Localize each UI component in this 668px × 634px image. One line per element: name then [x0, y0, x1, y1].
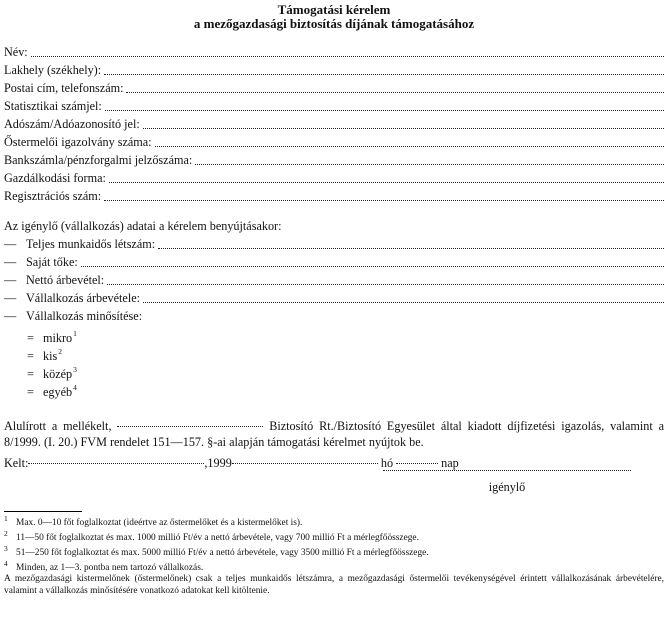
field-ostermeloi-igazolvany[interactable] — [4, 135, 664, 150]
insurer-name-line[interactable] — [117, 425, 263, 427]
option-kis[interactable] — [27, 344, 62, 364]
option-label: egyéb — [43, 385, 73, 399]
equals-marker: = — [27, 331, 34, 345]
fill-in-line[interactable] — [195, 163, 664, 165]
footnote-text: Max. 0—10 főt foglalkoztat (ideértve az őstermelőket és a kistermelőket is). — [16, 518, 303, 528]
signature-label: igénylő — [488, 480, 526, 494]
footnote-ref: 4 — [73, 383, 77, 392]
form-title: Támogatási kérelem — [277, 2, 391, 17]
declaration-text-start: Alulírott a mellékelt, — [4, 419, 112, 433]
footnote-3 — [4, 543, 664, 559]
footnote-divider — [4, 511, 82, 512]
option-kozep[interactable] — [27, 362, 77, 382]
dash-marker: — — [4, 237, 17, 251]
fill-in-line[interactable] — [109, 181, 664, 183]
classification-heading — [4, 309, 664, 324]
fill-in-line[interactable] — [31, 55, 664, 57]
footnote-number: 3 — [4, 544, 8, 553]
field-label: Lakhely (székhely): — [4, 63, 102, 77]
field-label: Saját tőke: — [26, 255, 78, 269]
field-label: Őstermelői igazolvány száma: — [4, 135, 152, 149]
option-mikro[interactable] — [27, 326, 77, 346]
field-letszam[interactable] — [4, 237, 664, 252]
fill-in-line[interactable] — [107, 283, 664, 285]
fill-in-line[interactable] — [155, 145, 664, 147]
fill-in-line[interactable] — [105, 109, 664, 111]
field-label: Adószám/Adóazonosító jel: — [4, 117, 140, 131]
footnote-ref: 2 — [58, 347, 62, 356]
fill-in-line[interactable] — [104, 199, 664, 201]
footnote-2 — [4, 528, 664, 544]
footnote-1 — [4, 513, 664, 529]
field-bankszamla[interactable] — [4, 153, 664, 168]
field-label: Vállalkozás árbevétele: — [26, 291, 141, 305]
equals-marker: = — [27, 385, 34, 399]
footnote-text: 11—50 főt foglalkoztat és max. 1000 millió Ft/év a nettó árbevétele, vagy 700 millió Ft a mérlegfőösszege. — [16, 533, 419, 543]
field-regisztracios-szam[interactable] — [4, 189, 664, 204]
fill-in-line[interactable] — [158, 247, 664, 249]
field-label: Vállalkozás minősítése: — [26, 309, 143, 323]
footnote-number: 2 — [4, 529, 8, 538]
equals-marker: = — [27, 349, 34, 363]
field-label: Postai cím, telefonszám: — [4, 81, 124, 95]
declaration-text-end: Biztosító Rt./Biztosító Egyesület által kiadott díjfizetési igazolás, valamint a 8/1999. (I. 20.) FVM rendelet 151—157. §-ai alapján támogatási kérelmet nyújtok be. — [4, 419, 665, 449]
form-subtitle: a mezőgazdasági biztosítás díjának támogatásához — [193, 16, 475, 31]
field-label: Regisztrációs szám: — [4, 189, 102, 203]
month-line[interactable] — [232, 462, 378, 464]
fill-in-line[interactable] — [143, 127, 664, 129]
field-vallalkozas-arbevetele[interactable] — [4, 291, 664, 306]
field-adoszam[interactable] — [4, 117, 664, 132]
footnote-4 — [4, 558, 664, 574]
footnote-text: Minden, az 1—3. pontba nem tartozó vállalkozás. — [16, 563, 204, 573]
fill-in-line[interactable] — [143, 301, 664, 303]
footnote-ref: 1 — [73, 329, 77, 338]
day-label: nap — [441, 456, 459, 470]
footnote-ref: 3 — [73, 365, 77, 374]
field-label: Gazdálkodási forma: — [4, 171, 106, 185]
option-label: közép — [43, 367, 73, 381]
kelt-label: Kelt: — [4, 456, 29, 470]
field-sajat-toke[interactable] — [4, 255, 664, 270]
field-label: Nettó árbevétel: — [26, 273, 105, 287]
footnote-number: 4 — [4, 559, 8, 568]
field-label: Teljes munkaidős létszám: — [26, 237, 156, 251]
field-label: Bankszámla/pénzforgalmi jelzőszáma: — [4, 153, 193, 167]
place-line[interactable] — [28, 462, 204, 464]
dash-marker: — — [4, 255, 17, 269]
field-lakhely[interactable] — [4, 63, 664, 78]
field-label: Statisztikai számjel: — [4, 99, 102, 113]
footnote-number: 1 — [4, 514, 8, 523]
fill-in-line[interactable] — [81, 265, 664, 267]
signature-line[interactable] — [383, 464, 631, 471]
year-label: ,1999 — [204, 456, 232, 470]
dash-marker: — — [4, 309, 17, 323]
footnote-text: 51—250 főt foglalkoztat és max. 5000 millió Ft/év a nettó árbevétele, vagy 3500 millió Ft a mérlegfőösszege. — [16, 548, 429, 558]
fill-in-line[interactable] — [126, 91, 664, 93]
field-label: Név: — [4, 45, 28, 59]
field-netto-arbevetel[interactable] — [4, 273, 664, 288]
option-egyeb[interactable] — [27, 380, 77, 400]
field-postai-cim[interactable] — [4, 81, 664, 96]
closing-note: A mezőgazdasági kistermelőnek (őstermelőnek) csak a teljes munkaidős létszámra, a mezőgazdasági őstermelői tevékenységével érintett vállalkozásának árbevételére, valamint a vállalkozás minősítésére vonatkozó adatokat kell kitöltenie. — [4, 574, 664, 596]
option-label: kis — [43, 349, 58, 363]
dash-marker: — — [4, 273, 17, 287]
fill-in-line[interactable] — [104, 73, 664, 75]
option-label: mikro — [43, 331, 73, 345]
declaration-paragraph — [4, 418, 664, 450]
equals-marker: = — [27, 367, 34, 381]
field-statisztikai-szamjel[interactable] — [4, 99, 664, 114]
field-nev[interactable] — [4, 45, 664, 60]
dash-marker: — — [4, 291, 17, 305]
field-gazdalkodasi-forma[interactable] — [4, 171, 664, 186]
month-label: hó — [380, 456, 394, 470]
applicant-heading: Az igénylő (vállalkozás) adatai a kérelem benyújtásakor: — [4, 219, 282, 233]
